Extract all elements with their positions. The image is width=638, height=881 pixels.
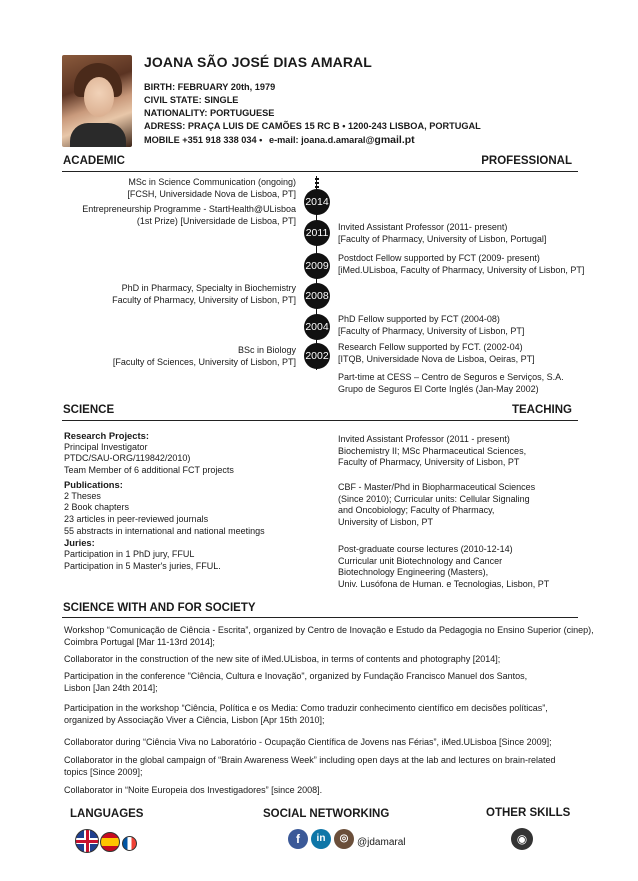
science-column	[64, 430, 265, 572]
society-line: Coimbra Portugal [Mar 11-13rd 2014];	[64, 636, 215, 647]
linkedin-icon[interactable]: in	[311, 829, 331, 849]
teaching-line: CBF - Master/Phd in Biopharmaceutical Sciences	[338, 482, 536, 492]
professional-item-place: [Faculty of Pharmacy, University of Lisbon, PT]	[338, 325, 525, 336]
teaching-line: Biochemistry II; MSc Pharmaceutical Sciences,	[338, 445, 527, 456]
civil-state-line: CIVIL STATE: SINGLE	[144, 95, 239, 105]
society-line: Lisbon [Jan 24th 2014];	[64, 682, 158, 693]
publication-line: 55 abstracts in international and national meetings	[64, 525, 265, 536]
academic-item	[112, 283, 296, 306]
society-line: organized by Associação Viver a Ciência, Lisbon [Apr 15th 2010];	[64, 714, 325, 725]
professional-item-title: Research Fellow supported by FCT. (2002-04)	[338, 342, 523, 352]
teaching-line: Post-graduate course lectures (2010-12-14)	[338, 544, 513, 554]
teaching-line: University of Lisbon, PT	[338, 517, 434, 528]
languages-heading: LANGUAGES	[70, 808, 144, 820]
full-name: JOANA SÃO JOSÉ DIAS AMARAL	[144, 54, 372, 70]
professional-heading: PROFESSIONAL	[481, 155, 572, 167]
france-flag-icon	[122, 836, 137, 851]
jury-line: Participation in 1 PhD jury, FFUL	[64, 549, 195, 560]
society-item	[64, 737, 552, 749]
academic-item-place: (1st Prize) [Universidade de Lisboa, PT]	[136, 215, 296, 226]
society-line: Collaborator in “Noite Europeia dos Investigadores” [since 2008].	[64, 785, 323, 795]
professional-item-title: Invited Assistant Professor (2011- present)	[338, 222, 508, 232]
other-skills-heading: OTHER SKILLS	[486, 807, 571, 819]
society-line: Collaborator in the construction of the new site of iMed.ULisboa, in terms of contents and photography [2014];	[64, 654, 501, 664]
uk-flag-icon	[75, 829, 99, 853]
society-divider	[62, 617, 578, 618]
teaching-heading: TEACHING	[511, 404, 572, 416]
year-badge: 2002	[304, 343, 330, 369]
photo-face	[84, 77, 114, 117]
professional-item-place: [Faculty of Pharmacy, University of Lisbon, Portugal]	[338, 233, 547, 244]
spain-flag-icon	[100, 832, 120, 852]
professional-item-title: Part-time at CESS – Centro de Seguros e Serviços, S.A.	[338, 372, 564, 382]
research-line: PTDC/SAU-ORG/119842/2010)	[64, 453, 191, 464]
professional-item	[338, 314, 524, 337]
professional-item-title: Postdoct Fellow supported by FCT (2009- present)	[338, 253, 540, 263]
professional-item	[338, 342, 535, 365]
academic-item	[82, 204, 296, 227]
juries-heading: Juries:	[64, 537, 95, 549]
academic-item-title: BSc in Biology	[237, 345, 296, 355]
research-line: Team Member of 6 additional FCT projects	[64, 465, 234, 476]
contact-line	[144, 134, 415, 147]
birth-line: BIRTH: FEBRUARY 20th, 1979	[144, 82, 276, 92]
nationality-line: NATIONALITY: PORTUGUESE	[144, 108, 275, 118]
society-item	[64, 785, 322, 797]
email-prefix: e-mail: joana.d.amaral@	[268, 135, 375, 145]
society-line: Collaborator during “Ciência Viva no Laboratório - Ocupação Científica de Jovens nas Férias”, iMed.ULisboa [Since 2009];	[64, 737, 552, 747]
professional-item	[338, 253, 584, 276]
teaching-line: Univ. Lusófona de Human. e Tecnologias, Lisbon, PT	[338, 579, 550, 590]
professional-item	[338, 372, 564, 395]
society-line: Workshop “Comunicação de Ciência - Escrita”, organized by Centro de Inovação e Estudo da Pedagogia no Ensino Superior (cinep),	[64, 625, 594, 635]
science-divider	[62, 420, 578, 421]
year-badge: 2004	[304, 314, 330, 340]
camera-icon: ◉	[511, 828, 533, 850]
publication-line: 2 Theses	[64, 490, 101, 501]
profile-photo	[62, 55, 132, 147]
professional-item-place: [iMed.ULisboa, Faculty of Pharmacy, University of Lisbon, PT]	[338, 264, 585, 275]
facebook-icon[interactable]: f	[288, 829, 308, 849]
publications-heading: Publications:	[64, 478, 123, 490]
academic-divider	[62, 171, 578, 172]
social-heading: SOCIAL NETWORKING	[263, 808, 390, 820]
academic-item-place: [Faculty of Sciences, University of Lisbon, PT]	[112, 356, 296, 367]
society-line: Participation in the workshop “Ciência, Política e os Media: Como traduzir conhecimento científico em decisões políticas”,	[64, 703, 548, 713]
society-line: topics [Since 2009];	[64, 766, 143, 777]
society-item	[64, 755, 555, 779]
teaching-line: (Since 2010); Curricular units: Cellular Signaling	[338, 493, 530, 504]
professional-item-place: Grupo de Seguros El Corte Inglés (Jan-May 2002)	[338, 383, 539, 394]
academic-item	[127, 177, 296, 200]
society-item	[64, 625, 594, 649]
publication-line: 2 Book chapters	[64, 502, 130, 513]
email-domain: gmail.pt	[374, 134, 415, 146]
academic-item-title: MSc in Science Communication (ongoing)	[128, 177, 296, 187]
society-line: Collaborator in the global campaign of “Brain Awareness Week” including open days at the lab and lectures on brain-related	[64, 755, 556, 765]
society-item	[64, 671, 527, 695]
teaching-item	[338, 434, 526, 469]
publication-line: 23 articles in peer-reviewed journals	[64, 513, 209, 524]
academic-item-place: [FCSH, Universidade Nova de Lisboa, PT]	[127, 188, 296, 199]
research-line: Principal Investigator	[64, 441, 148, 452]
society-line: Participation in the conference "Ciência, Cultura e Inovação", organized by Fundação Francisco Manuel dos Santos,	[64, 671, 528, 681]
professional-item-title: PhD Fellow supported by FCT (2004-08)	[338, 314, 500, 324]
instagram-icon[interactable]: ◎	[334, 829, 354, 849]
society-heading: SCIENCE WITH AND FOR SOCIETY	[63, 602, 256, 614]
jury-line: Participation in 5 Master's juries, FFUL.	[64, 560, 221, 571]
science-heading: SCIENCE	[63, 404, 115, 416]
society-item	[64, 703, 548, 727]
teaching-line: Invited Assistant Professor (2011 - present)	[338, 434, 510, 444]
email-address[interactable]	[269, 135, 415, 145]
year-badge: 2011	[304, 220, 330, 246]
year-badge: 2009	[304, 253, 330, 279]
academic-item-place: Faculty of Pharmacy, University of Lisbon, PT]	[112, 294, 296, 305]
academic-heading: ACADEMIC	[63, 155, 125, 167]
mobile-number: MOBILE +351 918 338 034 •	[144, 135, 263, 145]
academic-item	[113, 345, 296, 368]
year-badge: 2014	[304, 189, 330, 215]
research-heading: Research Projects:	[64, 430, 149, 441]
social-handle[interactable]: @jdamaral	[357, 837, 406, 848]
academic-item-title: PhD in Pharmacy, Specialty in Biochemistry	[121, 283, 296, 293]
teaching-line: Faculty of Pharmacy, University of Lisbon, PT	[338, 457, 520, 468]
year-badge: 2008	[304, 283, 330, 309]
professional-item-place: [ITQB, Universidade Nova de Lisboa, Oeiras, PT]	[338, 353, 535, 364]
society-item	[64, 654, 500, 666]
teaching-line: and Oncobiology; Faculty of Pharmacy,	[338, 505, 495, 516]
teaching-line: Curricular unit Biotechnology and Cancer	[338, 555, 503, 566]
teaching-item	[338, 482, 535, 529]
address-line: ADRESS: PRAÇA LUIS DE CAMÕES 15 RC B • 1200-243 LISBOA, PORTUGAL	[144, 121, 481, 131]
professional-item	[338, 222, 546, 245]
teaching-item	[338, 544, 549, 591]
academic-item-title: Entrepreneurship Programme - StartHealth@ULisboa	[82, 204, 296, 214]
teaching-line: Biotechnology Engineering (Masters),	[338, 567, 489, 578]
photo-shirt	[70, 123, 126, 147]
